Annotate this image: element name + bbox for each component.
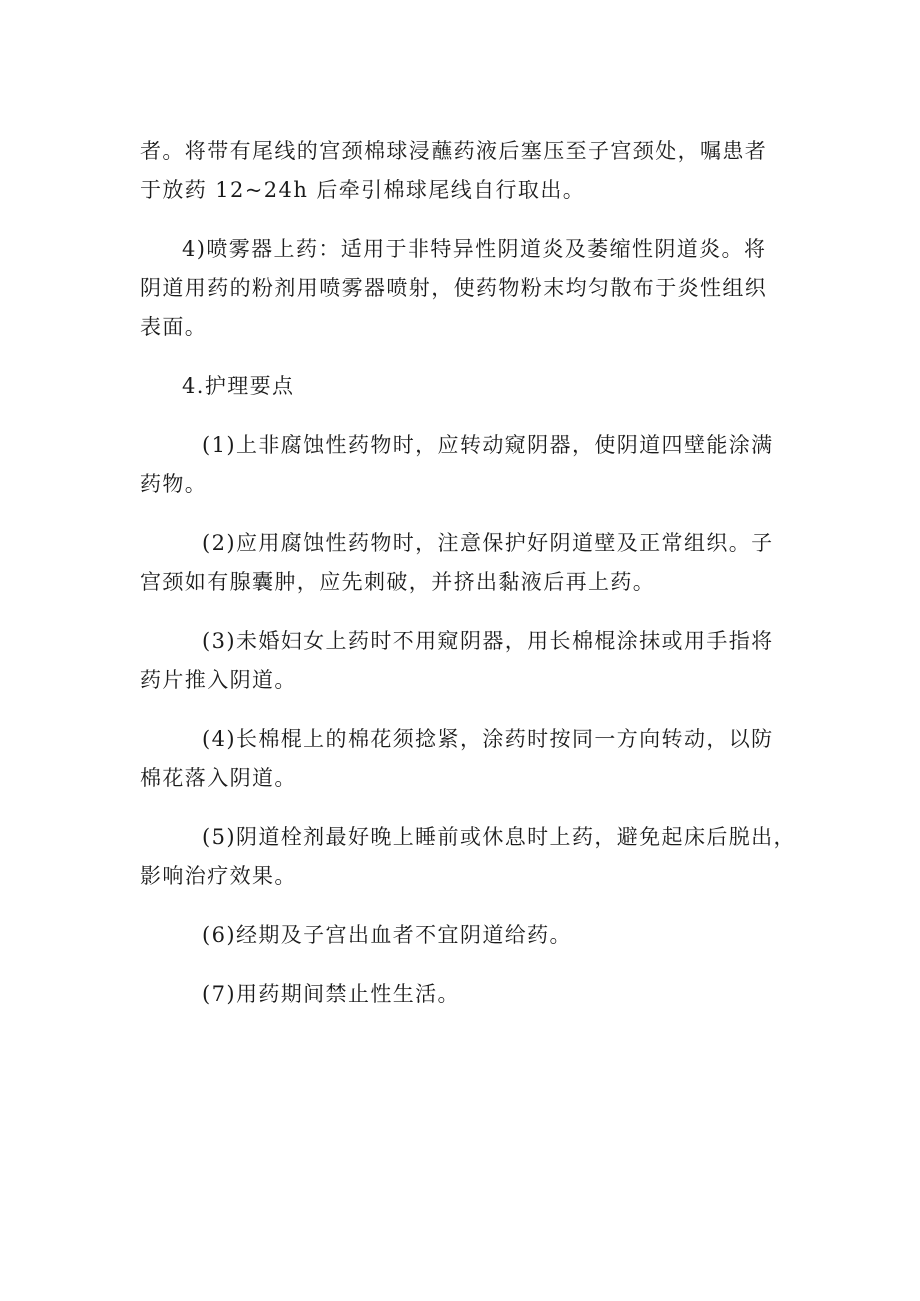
text-line: 于放药 12~24h 后牵引棉球尾线自行取出。 bbox=[140, 178, 586, 202]
nursing-point-5 bbox=[140, 818, 796, 896]
text-line: 宫颈如有腺囊肿，应先刺破，并挤出黏液后再上药。 bbox=[140, 570, 656, 594]
text-line: (5)阴道栓剂最好晚上睡前或休息时上药，避免起床后脱出， bbox=[202, 825, 796, 849]
text-line: 棉花落入阴道。 bbox=[140, 766, 297, 790]
text-line: (6)经期及子宫出血者不宜阴道给药。 bbox=[202, 923, 572, 947]
text-line: 阴道用药的粉剂用喷雾器喷射，使药物粉末均匀散布于炎性组织 bbox=[140, 276, 768, 300]
text-line: (1)上非腐蚀性药物时，应转动窥阴器，使阴道四壁能涂满 bbox=[202, 433, 774, 457]
section-heading-nursing-points bbox=[140, 367, 785, 406]
text-line: 表面。 bbox=[140, 315, 208, 339]
text-line: 影响治疗效果。 bbox=[140, 864, 297, 888]
nursing-point-2 bbox=[140, 524, 785, 602]
text-line: (7)用药期间禁止性生活。 bbox=[202, 982, 460, 1006]
text-line: 者。将带有尾线的宫颈棉球浸蘸药液后塞压至子宫颈处，嘱患者 bbox=[140, 139, 768, 163]
nursing-point-4 bbox=[140, 720, 785, 798]
paragraph-cotton-ball-instructions bbox=[140, 132, 785, 210]
text-line: 4)喷雾器上药：适用于非特异性阴道炎及萎缩性阴道炎。将 bbox=[182, 237, 767, 261]
text-line: 药物。 bbox=[140, 472, 208, 496]
document-page bbox=[140, 132, 796, 1034]
nursing-point-7 bbox=[140, 975, 785, 1014]
text-line: 药片推入阴道。 bbox=[140, 668, 297, 692]
paragraph-spray-application bbox=[140, 230, 785, 347]
text-line: (3)未婚妇女上药时不用窥阴器，用长棉棍涂抹或用手指将 bbox=[202, 629, 774, 653]
nursing-point-1 bbox=[140, 426, 785, 504]
text-line: (4)长棉棍上的棉花须捻紧，涂药时按同一方向转动，以防 bbox=[202, 727, 774, 751]
nursing-point-6 bbox=[140, 916, 785, 955]
nursing-point-3 bbox=[140, 622, 785, 700]
text-line: (2)应用腐蚀性药物时，注意保护好阴道壁及正常组织。子 bbox=[202, 531, 774, 555]
heading-text: 4.护理要点 bbox=[182, 374, 295, 398]
